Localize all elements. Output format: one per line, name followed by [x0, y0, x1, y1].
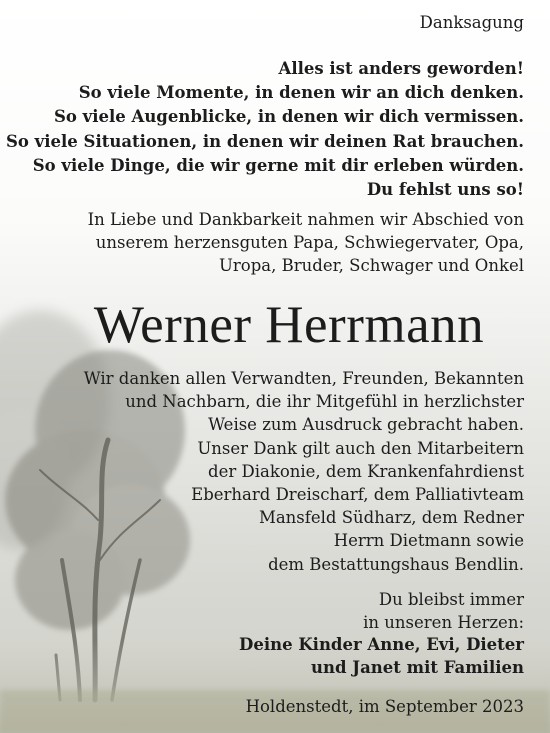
intro-line: unserem herzensguten Papa, Schwiegervater, Opa,: [95, 233, 524, 252]
intro-line: Uropa, Bruder, Schwager und Onkel: [219, 256, 524, 275]
notice-heading: Danksagung: [419, 13, 524, 32]
poem-line: So viele Augenblicke, in denen wir dich vermissen.: [53, 107, 524, 127]
thanks-line: Wir danken allen Verwandten, Freunden, Bekannten: [83, 369, 524, 388]
closing-line: in unseren Herzen:: [363, 612, 524, 632]
thanks-line: Herrn Dietmann sowie: [333, 531, 524, 551]
thanks-line: dem Bestattungshaus Bendlin.: [268, 554, 524, 574]
poem-line: Alles ist anders geworden!: [278, 59, 524, 78]
signatory-line: Deine Kinder Anne, Evi, Dieter: [239, 635, 524, 654]
closing-line: Du bleibst immer: [378, 590, 524, 609]
signatory-line: und Janet mit Familien: [311, 657, 524, 677]
closing-block: [239, 589, 524, 679]
thanks-paragraph: [84, 367, 524, 576]
intro-paragraph: [88, 208, 524, 277]
thanks-line: Eberhard Dreischarf, dem Palliativteam: [191, 485, 524, 505]
deceased-name: Werner Herrmann: [93, 296, 485, 354]
intro-line: In Liebe und Dankbarkeit nahmen wir Abschied von: [87, 210, 524, 229]
thanks-line: der Diakonie, dem Krankenfahrdienst: [208, 461, 524, 481]
poem-line: So viele Momente, in denen wir an dich denken.: [78, 83, 524, 103]
poem-block: [6, 57, 524, 202]
poem-line: So viele Situationen, in denen wir deinen Rat brauchen.: [6, 131, 524, 151]
thanks-line: Mansfeld Südharz, dem Redner: [258, 508, 524, 528]
poem-line: So viele Dinge, die wir gerne mit dir erleben würden.: [32, 155, 524, 175]
poem-line: Du fehlst uns so!: [366, 180, 524, 200]
thanks-line: und Nachbarn, die ihr Mitgefühl in herzlichster: [125, 392, 524, 412]
thanks-line: Unser Dank gilt auch den Mitarbeitern: [197, 438, 524, 458]
thanks-line: Weise zum Ausdruck gebracht haben.: [208, 415, 524, 435]
place-and-date: Holdenstedt, im September 2023: [245, 697, 524, 716]
